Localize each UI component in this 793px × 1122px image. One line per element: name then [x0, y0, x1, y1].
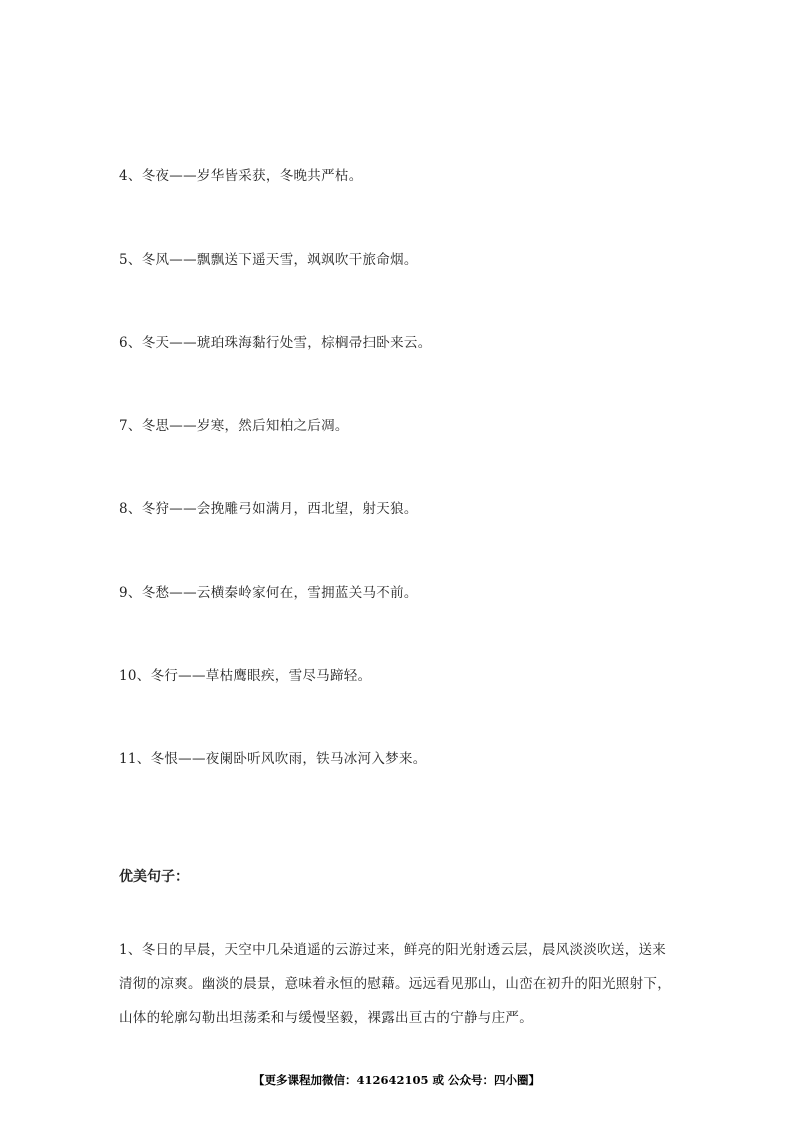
section-heading: 优美句子： [119, 869, 189, 885]
poem-line-4: 4、冬夜——岁华皆采获，冬晚共严枯。 [119, 168, 363, 184]
paragraph-line: 山体的轮廓勾勒出坦荡柔和与缓慢坚毅，裸露出亘古的宁静与庄严。 [119, 1010, 533, 1026]
poem-line-9: 9、冬愁——云横秦岭家何在，雪拥蓝关马不前。 [119, 585, 418, 601]
poem-line-5: 5、冬风——飘飘送下遥天雪，飒飒吹干旅命烟。 [119, 252, 418, 268]
poem-line-7: 7、冬思——岁寒，然后知柏之后凋。 [119, 418, 349, 434]
paragraph-line: 1、冬日的早晨，天空中几朵逍遥的云游过来，鲜亮的阳光射透云层，晨风淡淡吹送，送来 [119, 942, 667, 958]
poem-line-11: 11、冬恨——夜阑卧听风吹雨，铁马冰河入梦来。 [119, 751, 427, 767]
page-footer: 【更多课程加微信：412642105 或 公众号：四小圈】 [252, 1073, 541, 1087]
poem-line-6: 6、冬天——琥珀珠海黏行处雪，棕榈帚扫卧来云。 [119, 335, 432, 351]
poem-line-8: 8、冬狩——会挽雕弓如满月，西北望，射天狼。 [119, 501, 418, 517]
poem-line-10: 10、冬行——草枯鹰眼疾，雪尽马蹄轻。 [119, 668, 372, 684]
paragraph [119, 933, 679, 1035]
paragraph-line: 清彻的凉爽。幽淡的晨景，意味着永恒的慰藉。远远看见那山，山峦在初升的阳光照射下， [119, 976, 671, 992]
